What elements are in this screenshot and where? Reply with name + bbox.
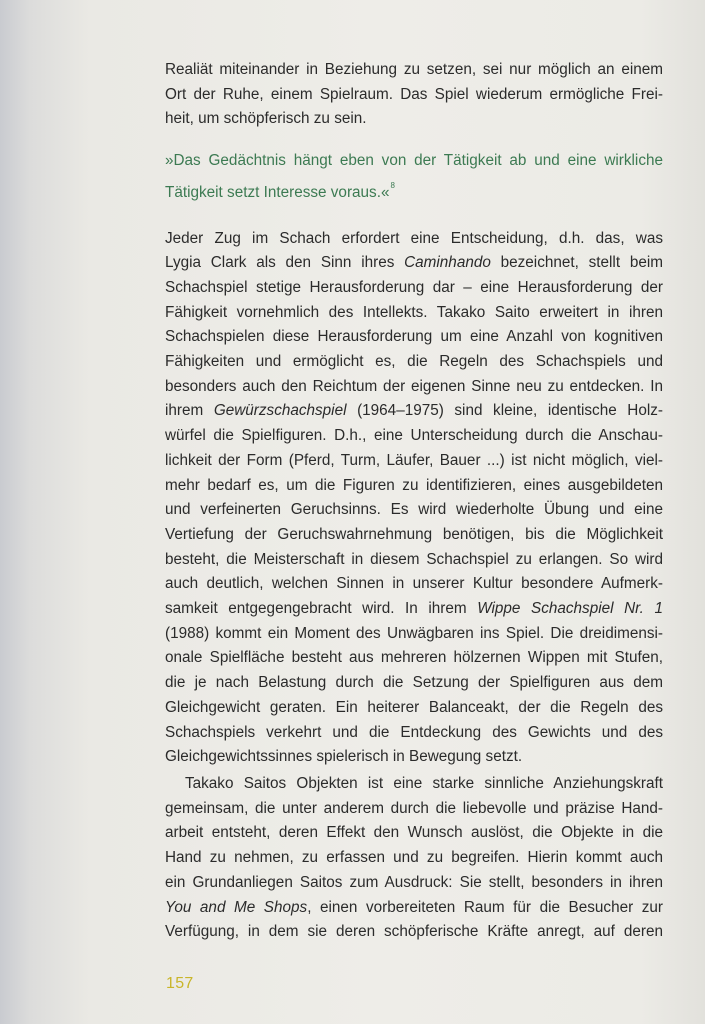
paragraph-line: besonders auch den Reichtum der eigenen Sinne neu zu entdecken. In: [165, 377, 663, 395]
paragraph-line: Jeder Zug im Schach erfordert eine Entscheidung, d.h. das, was: [165, 229, 663, 247]
paragraph-line: die je nach Belastung durch die Setzung der Spielfiguren aus dem: [165, 674, 663, 692]
paragraph-2: [165, 772, 663, 945]
paragraph-line: Fähigkeiten und ermöglicht es, die Regeln des Schachspiels und: [165, 353, 663, 371]
intro-line: heit, um schöpferisch zu sein.: [165, 110, 367, 128]
paragraph-line: onale Spielfläche besteht aus mehreren hölzernen Wippen mit Stufen,: [165, 649, 663, 667]
paragraph-line: Takako Saitos Objekten ist eine starke sinnliche Anziehungskraft: [185, 774, 663, 792]
paragraph-line: Gleichgewichtssinnes spielerisch in Bewegung setzt.: [165, 748, 523, 766]
paragraph-line: mehr bedarf es, um die Figuren zu identifizieren, eines ausgebildeten: [165, 476, 663, 494]
text-run: ihrem: [165, 402, 214, 420]
intro-line: Realiät miteinander in Beziehung zu setzen, sei nur möglich an einem: [165, 61, 663, 78]
paragraph-line: [165, 399, 663, 424]
text-run: , einen vorbereiteten Raum für die Besucher zur: [307, 898, 663, 916]
paragraph-line: [165, 597, 663, 622]
quote-line: [165, 174, 663, 206]
paragraph-line: arbeit entsteht, deren Effekt den Wunsch auslöst, die Objekte in die: [165, 824, 663, 842]
text-run: (1964–1975) sind kleine, identische Holz-: [346, 402, 663, 420]
paragraph-line: lichkeit der Form (Pferd, Turm, Läufer, Bauer ...) ist nicht möglich, viel-: [165, 451, 663, 469]
intro-paragraph: [165, 58, 663, 132]
quote-text: Tätigkeit setzt Interesse voraus.«: [165, 183, 390, 201]
paragraph-line: Schachspiels verkehrt und die Entdeckung des Gewichts und des: [165, 723, 663, 741]
paragraph-line: gemeinsam, die unter anderem durch die liebevolle und präzise Hand-: [165, 799, 663, 817]
text-column: [165, 58, 663, 945]
block-quote: [165, 149, 663, 205]
paragraph-line: ein Grundanliegen Saitos zum Ausdruck: Sie stellt, besonders in ihren: [165, 873, 663, 891]
paragraph-line: Vertiefung der Geruchswahrnehmung benötigen, bis die Möglichkeit: [165, 525, 663, 543]
quote-line: »Das Gedächtnis hängt eben von der Tätigkeit ab und eine wirkliche: [165, 152, 663, 170]
intro-line: Ort der Ruhe, einem Spielraum. Das Spiel wiederum ermögliche Frei-: [165, 85, 663, 103]
text-run: samkeit entgegengebracht wird. In ihrem: [165, 600, 478, 618]
paragraph-line: und verfeinerten Geruchsinns. Es wird wiederholte Übung und eine: [165, 501, 663, 519]
paragraph-line: Fähigkeit vornehmlich des Intellekts. Takako Saito erweitert in ihren: [165, 303, 663, 321]
page-number: 157: [166, 975, 194, 992]
paragraph-line: [165, 251, 663, 276]
artwork-title: Gewürzschachspiel: [213, 402, 347, 420]
artwork-title: Caminhando: [404, 254, 491, 272]
footnote-marker[interactable]: 8: [390, 180, 395, 190]
text-run: bezeichnet, stellt beim: [490, 254, 663, 272]
paragraph-line: Hand zu nehmen, zu erfassen und zu begreifen. Hierin kommt auch: [165, 849, 663, 867]
paragraph-line: (1988) kommt ein Moment des Unwägbaren ins Spiel. Die dreidimensi-: [165, 624, 663, 642]
artwork-title: Wippe Schachspiel Nr. 1: [477, 600, 663, 618]
paragraph-line: Verfügung, in dem sie deren schöpferische Kräfte anregt, auf deren: [165, 923, 663, 941]
paragraph-line: [165, 896, 663, 921]
paragraph-line: Schachspiel stetige Herausforderung dar – eine Herausforderung der: [165, 278, 663, 296]
paragraph-line: auch deutlich, welchen Sinnen in unserer Kultur besondere Aufmerk-: [165, 575, 663, 593]
artwork-title: You and Me Shops: [165, 898, 308, 916]
paragraph-1: [165, 227, 663, 770]
paragraph-line: Schachspielen diese Herausforderung um eine Anzahl von kognitiven: [165, 328, 663, 346]
paragraph-line: Gleichgewicht geraten. Ein heiterer Balanceakt, der die Regeln des: [165, 698, 663, 716]
paragraph-line: würfel die Spielfiguren. D.h., eine Unterscheidung durch die Anschau-: [165, 427, 663, 445]
paragraph-line: besteht, die Meisterschaft in diesem Schachspiel zu erlangen. So wird: [165, 550, 663, 568]
text-run: Lygia Clark als den Sinn ihres: [165, 254, 405, 272]
